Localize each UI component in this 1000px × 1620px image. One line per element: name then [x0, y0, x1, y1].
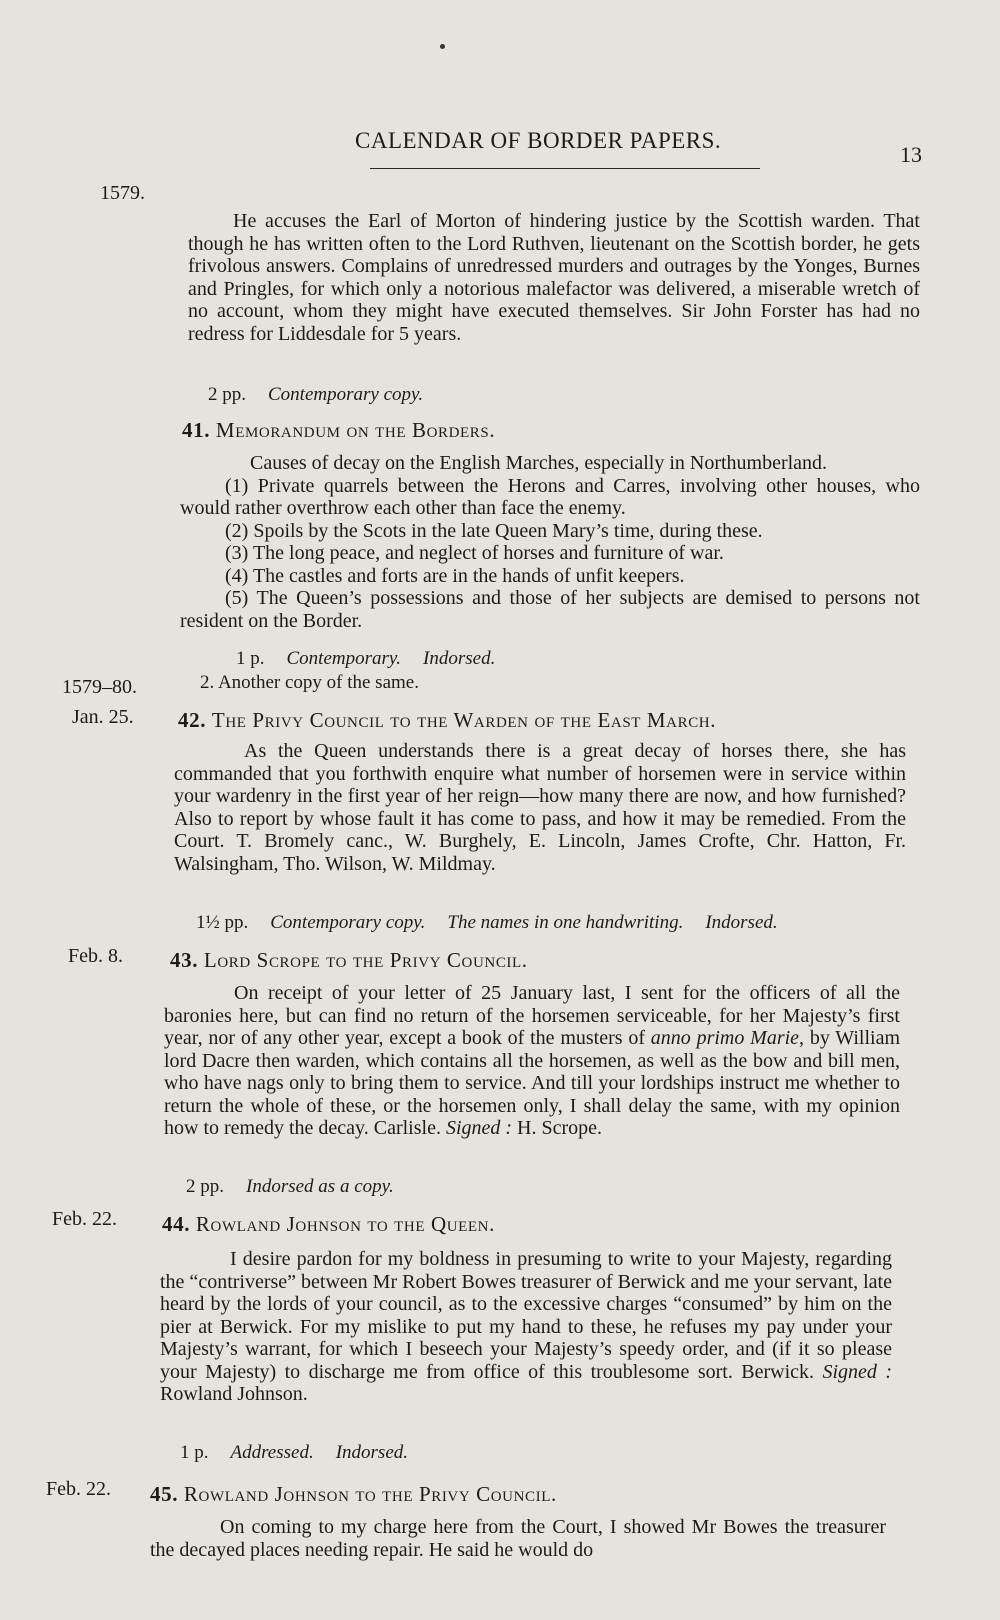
entry-heading: Rowland Johnson to the Privy Council.	[183, 1482, 557, 1506]
note-desc-3: Indorsed.	[705, 912, 778, 933]
entry-41-note	[236, 648, 495, 670]
note-desc-2: Indorsed.	[335, 1442, 409, 1463]
note-desc-2: Indorsed.	[423, 648, 496, 669]
entry-43-title	[170, 948, 528, 973]
entry-42-note	[196, 912, 778, 934]
entry-40-text: He accuses the Earl of Morton of hindering justice by the Scottish warden. That though he has written often to the Lord Ruthven, lieutenant on the Scottish border, he gets frivolous answers. Complains of unredressed murders and outrages by the Yonges, Burnes and Pringles, for which only a notorious malefactor was delivered, a miserable wretch of no account, whom they might have executed themselves. Sir John Forster has had no redress for Liddesdale for 5 years.	[188, 210, 920, 345]
entry-heading: Lord Scrope to the Privy Council.	[203, 948, 528, 972]
note-desc: Indorsed as a copy.	[246, 1176, 394, 1197]
entry-42-text: As the Queen understands there is a great decay of horses there, she has commanded that you forthwith enquire what number of horsemen were in service within your wardenry in the first year of her reign—how many there are now, and how furnished? Also to report by whose fault it has come to pass, and how it may be remedied. From the Court. T. Bromely canc., W. Burghely, E. Lincoln, James Crofte, Chr. Hatton, Fr. Walsingham, Tho. Wilson, W. Mildmay.	[174, 740, 906, 875]
entry-44-note	[180, 1442, 408, 1464]
entry-number: 44.	[162, 1212, 191, 1236]
entry-number: 41.	[182, 418, 211, 442]
entry-43-note	[186, 1176, 394, 1198]
entry-45-title	[150, 1482, 557, 1507]
running-title: CALENDAR OF BORDER PAPERS.	[355, 128, 722, 153]
note-size: 1 p.	[236, 648, 265, 669]
note-desc: Contemporary copy.	[268, 384, 424, 405]
entry-41-body	[180, 452, 920, 632]
entry-44-title	[162, 1212, 495, 1237]
entry-number: 43.	[170, 948, 199, 972]
header-rule	[370, 168, 760, 169]
note-desc-1: Contemporary copy.	[270, 912, 426, 933]
entry-43-text	[164, 982, 900, 1140]
item-3: (3) The long peace, and neglect of horses and furniture of war.	[225, 542, 724, 564]
intro: Causes of decay on the English Marches, especially in Northumberland.	[250, 452, 828, 474]
signer: Rowland Johnson.	[160, 1383, 308, 1405]
note-size: 2 pp.	[208, 384, 246, 405]
signed-label: Signed :	[822, 1360, 893, 1383]
item-1: (1) Private quarrels between the Herons and Carres, involving other houses, who would rather overthrow each other than face the enemy.	[180, 474, 920, 519]
entry-heading: Memorandum on the Borders.	[215, 418, 496, 442]
signed-label: Signed :	[445, 1117, 513, 1139]
ink-speck	[440, 44, 445, 49]
text-body: I desire pardon for my boldness in presuming to write to your Majesty, regarding the “contriverse” between Mr Robert Bowes treasurer of Berwick and me your servant, late heard by the lords of your council, as to the excessive charges “consumed” by him on the pier at Berwick. For my mislike to put my hand to these, he refuses my pay under your Majesty’s warrant, for which I beseech your Majesty’s speedy order, and (if it so please your Majesty) to discharge me from office of this troublesome sort. Berwick.	[160, 1248, 892, 1383]
date-feb-8: Feb. 8.	[68, 945, 123, 967]
item-2: (2) Spoils by the Scots in the late Queen Mary’s time, during these.	[225, 519, 763, 542]
entry-45-text: On coming to my charge here from the Court, I showed Mr Bowes the treasurer the decayed places needing repair. He said he would do	[150, 1516, 886, 1561]
date-1579-80: 1579–80.	[62, 676, 137, 698]
text-part-b: , by William lord Dacre then warden, which contains all the horsemen, as well as the bow and bill men, who have nags only to bring them to service. And till your lordships instruct me whether to return the whole of these, or the horsemen only, I shall delay the same, with my opinion how to remedy the decay. Carlisle.	[164, 1027, 900, 1139]
date-1579: 1579.	[100, 182, 145, 204]
text-italic: anno primo Marie	[650, 1027, 800, 1049]
entry-heading: Rowland Johnson to the Queen.	[195, 1212, 495, 1236]
note-desc-2: The names in one handwriting.	[447, 912, 684, 933]
date-jan-25: Jan. 25.	[72, 706, 134, 728]
entry-40-note	[208, 384, 423, 406]
entry-heading: The Privy Council to the Warden of the East March.	[211, 708, 717, 732]
entry-42-title	[178, 708, 716, 733]
entry-number: 45.	[150, 1482, 179, 1506]
page-number: 13	[900, 142, 922, 167]
item-5: (5) The Queen’s possessions and those of her subjects are demised to persons not resident on the Border.	[180, 587, 920, 632]
note-size: 1 p.	[180, 1442, 209, 1463]
note-size: 1½ pp.	[196, 912, 249, 933]
note-desc-1: Addressed.	[230, 1442, 314, 1463]
entry-number: 42.	[178, 708, 207, 732]
text-part-a: On receipt of your letter of 25 January last, I sent for the officers of all the baronies here, but can find no return of the horsemen serviceable, for her Majesty’s first year, nor of any other year, except a book of the musters of	[164, 982, 900, 1049]
date-feb-22-b: Feb. 22.	[46, 1478, 111, 1500]
entry-41-title	[182, 418, 495, 443]
signer: H. Scrope.	[512, 1117, 603, 1139]
entry-44-text	[160, 1248, 892, 1406]
entry-41-copy-note: 2. Another copy of the same.	[200, 672, 419, 693]
note-size: 2 pp.	[186, 1176, 224, 1197]
note-desc-1: Contemporary.	[286, 648, 402, 669]
item-4: (4) The castles and forts are in the hands of unfit keepers.	[225, 564, 685, 587]
date-feb-22-a: Feb. 22.	[52, 1208, 117, 1230]
